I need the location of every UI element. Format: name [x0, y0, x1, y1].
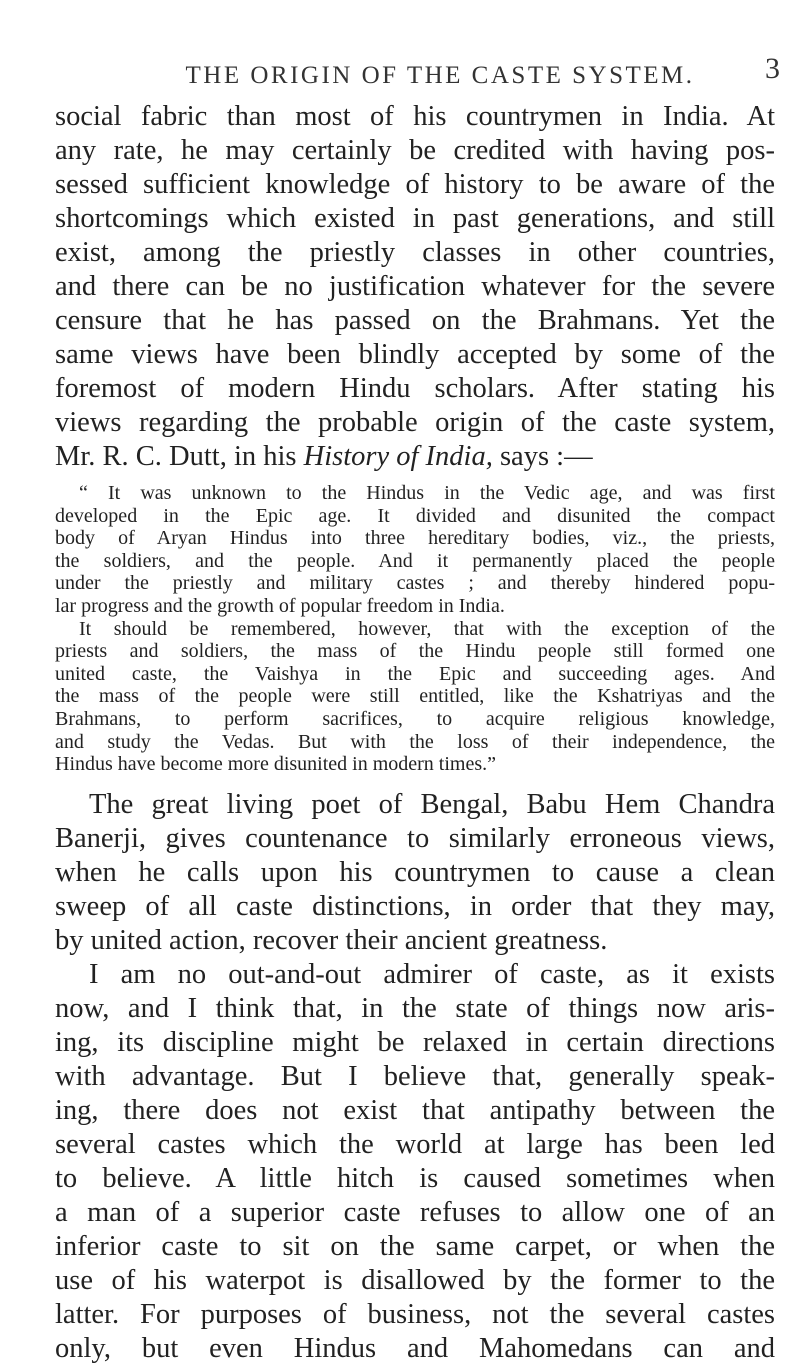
text-line: ing, there does not exist that antipathy between the [55, 1094, 775, 1126]
text-line: ing, its discipline might be relaxed in certain directions [55, 1026, 775, 1058]
paragraph-3 [55, 958, 775, 1366]
text-line: exist, among the priestly classes in other countries, [55, 237, 775, 268]
text-line: by united action, recover their ancient greatness. [55, 924, 608, 956]
quote-line: It should be remembered, however, that with the exception of the [79, 617, 775, 640]
book-title-italic: History of India, [303, 441, 493, 472]
quote-line: under the priestly and military castes ; and thereby hindered popu- [55, 572, 775, 595]
text-line: same views have been blindly accepted by some of the [55, 339, 775, 370]
quote-line: “ It was unknown to the Hindus in the Vedic age, and was first [79, 482, 775, 504]
text-line: when he calls upon his countrymen to cause a clean [55, 856, 775, 888]
quote-line: Hindus have become more disunited in modern times.” [55, 753, 497, 776]
paragraph-1 [55, 100, 775, 474]
text-line: I am no out-and-out admirer of caste, as it exists [89, 958, 775, 990]
text-line: foremost of modern Hindu scholars. After stating his [55, 373, 775, 404]
text-line: and there can be no justification whatever for the severe [55, 271, 775, 302]
text-line: inferior caste to sit on the same carpet, or when the [55, 1230, 775, 1262]
text-line: now, and I think that, in the state of things now aris- [55, 992, 775, 1024]
text-line: use of his waterpot is disallowed by the former to the [55, 1264, 775, 1296]
text-line: The great living poet of Bengal, Babu Hem Chandra [89, 788, 775, 820]
text-line: several castes which the world at large has been led [55, 1128, 775, 1160]
text-line: only, but even Hindus and Mahomedans can and [55, 1332, 775, 1364]
quote-line: priests and soldiers, the mass of the Hindu people still formed one [55, 640, 775, 663]
text-line: social fabric than most of his countrymen in India. At [55, 101, 775, 132]
page-number: 3 [765, 52, 780, 85]
paragraph-2 [55, 788, 775, 958]
text-run: says :— [492, 441, 593, 472]
text-run: Mr. R. C. Dutt, in his [55, 441, 304, 472]
text-line: any rate, he may certainly be credited with having pos- [55, 135, 775, 166]
quote-line: lar progress and the growth of popular freedom in India. [55, 594, 505, 617]
text-line: sessed sufficient knowledge of history to be aware of the [55, 169, 775, 200]
text-line: sweep of all caste distinctions, in order that they may, [55, 890, 775, 922]
block-quotation [55, 482, 775, 776]
page-body [55, 100, 775, 1366]
quote-line: the soldiers, and the people. And it permanently placed the people [55, 549, 775, 572]
quote-line: body of Aryan Hindus into three hereditary bodies, viz., the priests, [55, 527, 775, 550]
quote-line: united caste, the Vaishya in the Epic and succeeding ages. And [55, 662, 775, 685]
text-line: Banerji, gives countenance to similarly erroneous views, [55, 822, 775, 854]
text-line: views regarding the probable origin of the caste system, [55, 407, 775, 438]
quote-line: developed in the Epic age. It divided and disunited the compact [55, 504, 775, 527]
text-line [55, 440, 775, 474]
text-line: shortcomings which existed in past generations, and still [55, 203, 775, 234]
text-line: with advantage. But I believe that, generally speak- [55, 1060, 775, 1092]
text-line: a man of a superior caste refuses to allow one of an [55, 1196, 775, 1228]
running-head: THE ORIGIN OF THE CASTE SYSTEM. [185, 62, 695, 89]
text-line: latter. For purposes of business, not the several castes [55, 1298, 775, 1330]
quote-line: Brahmans, to perform sacrifices, to acquire religious knowledge, [55, 707, 775, 730]
text-line: to believe. A little hitch is caused sometimes when [55, 1162, 775, 1194]
quote-line: and study the Vedas. But with the loss of their independence, the [55, 730, 775, 753]
text-line: censure that he has passed on the Brahmans. Yet the [55, 305, 775, 336]
quote-line: the mass of the people were still entitled, like the Kshatriyas and the [55, 685, 775, 708]
